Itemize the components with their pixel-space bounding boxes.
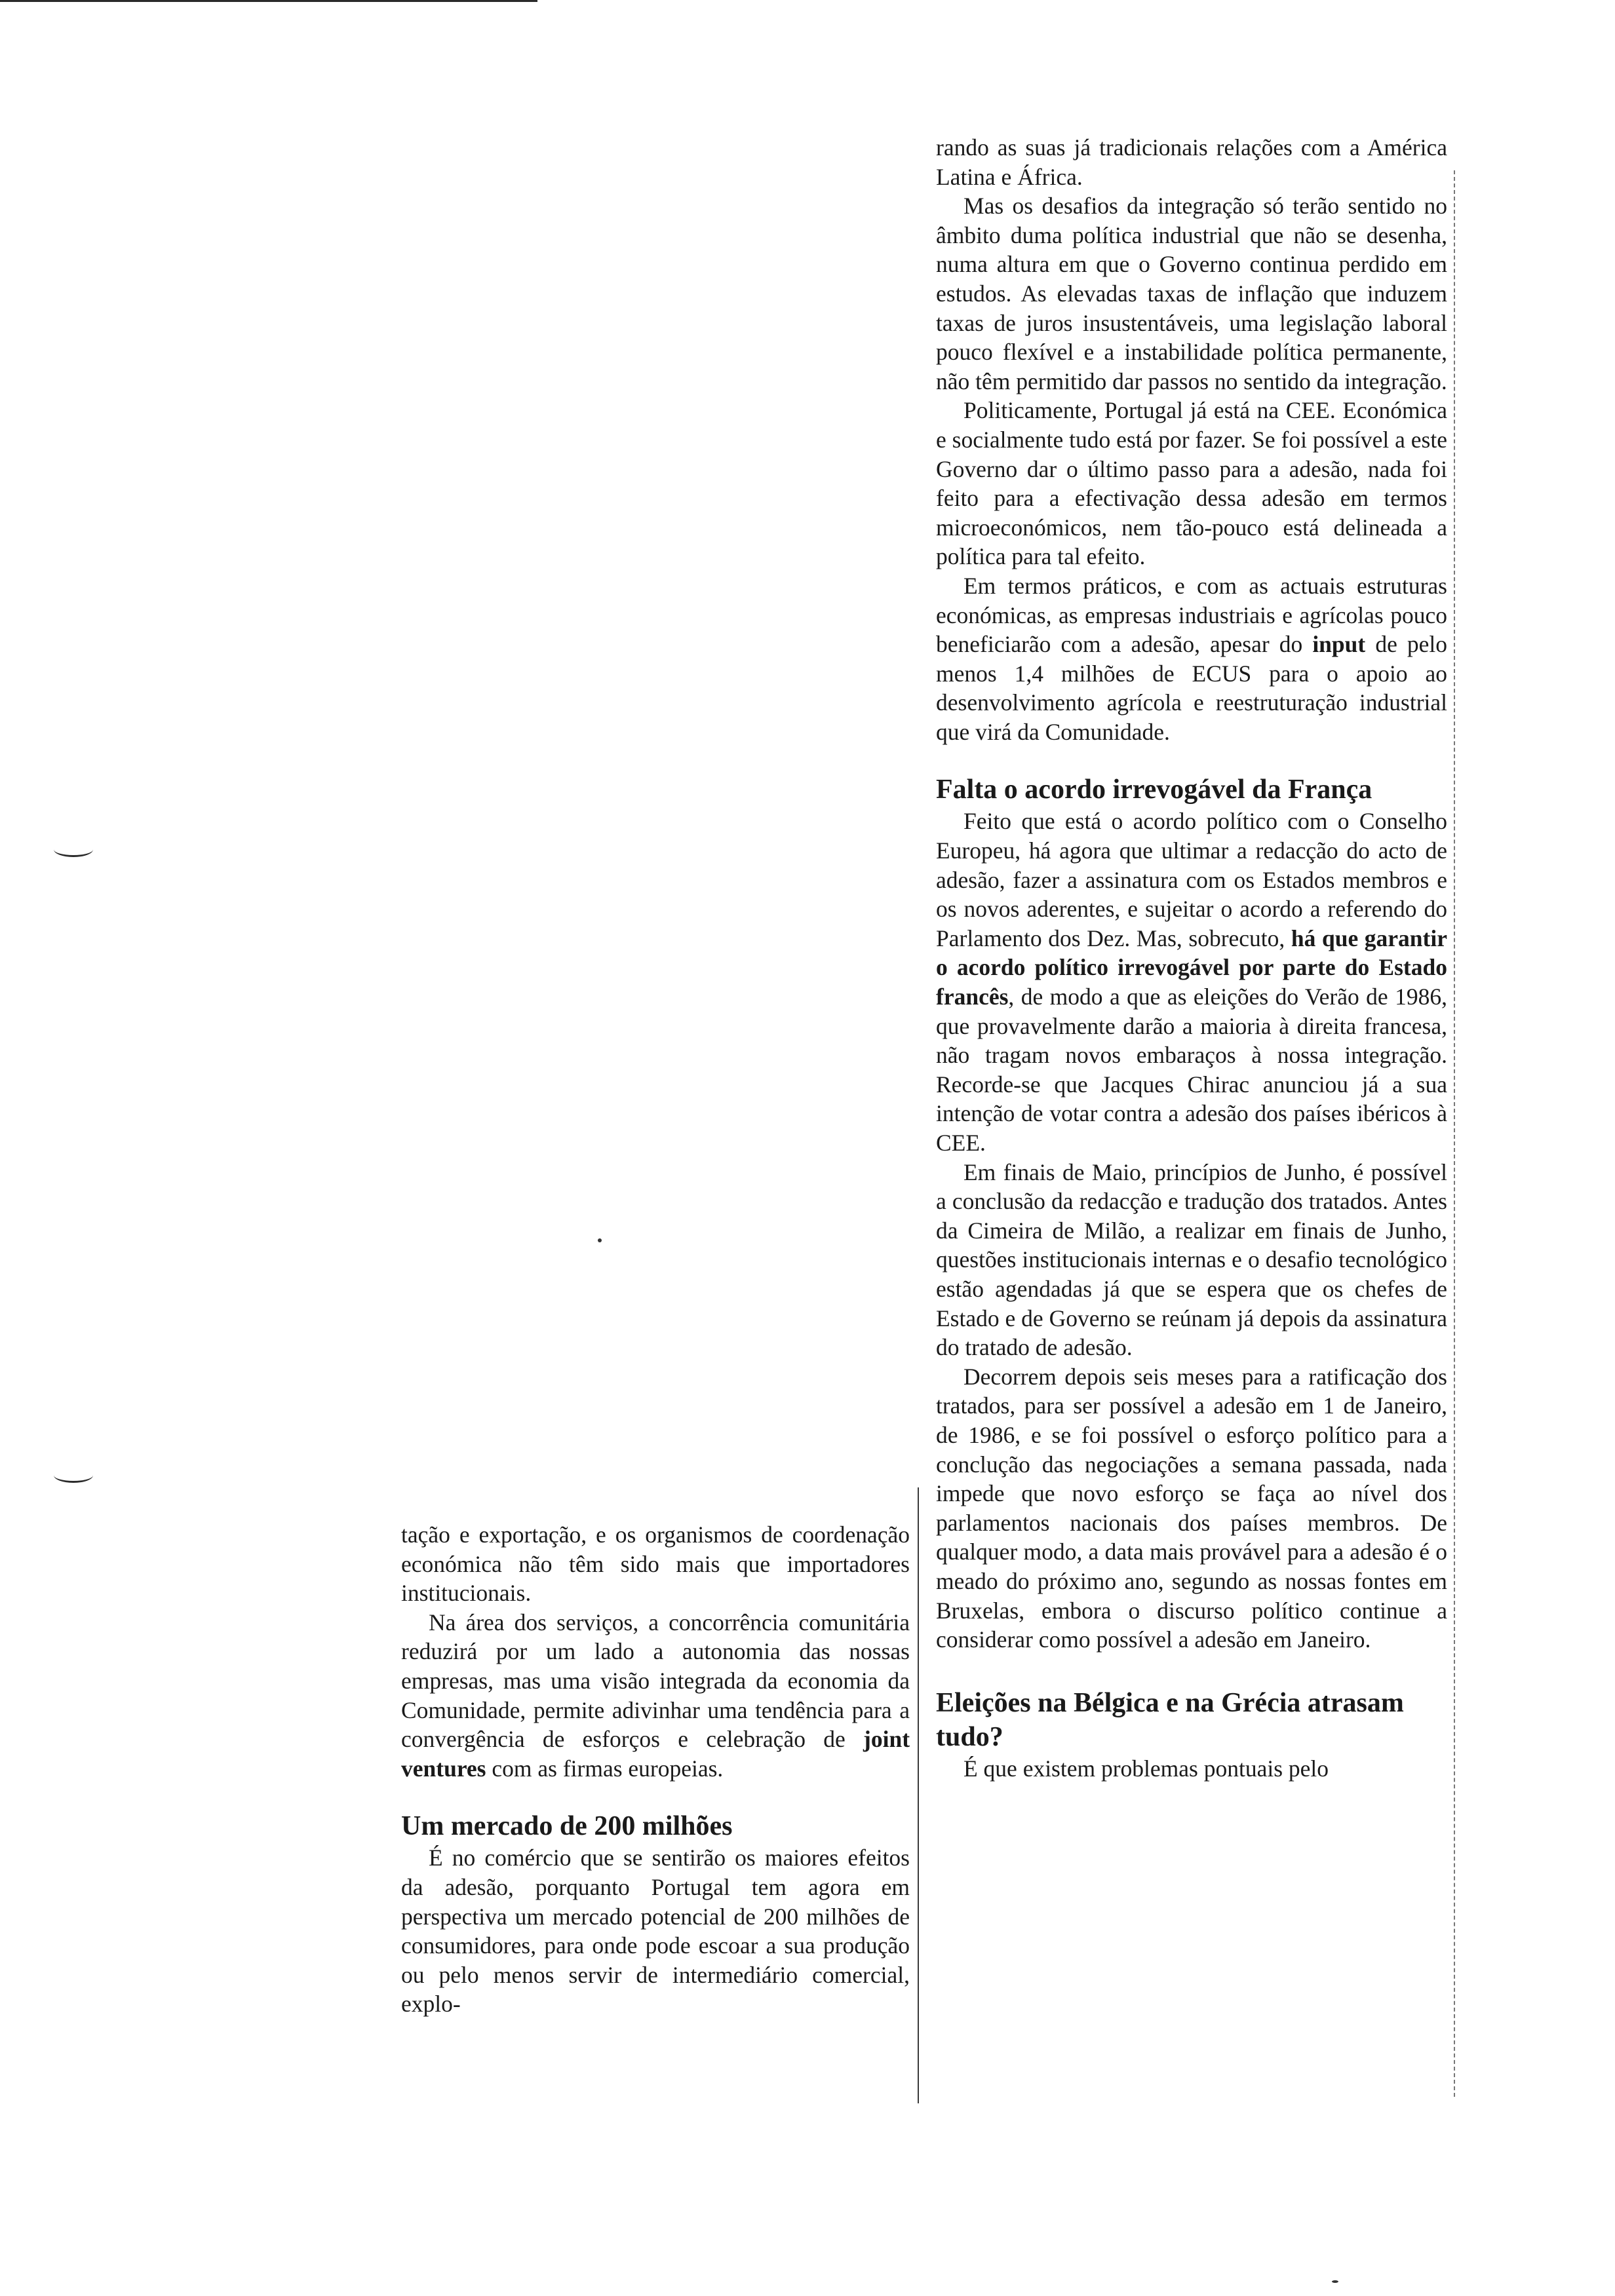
paragraph (936, 571, 1447, 747)
paragraph (936, 807, 1447, 1157)
scan-speck (1332, 2280, 1338, 2283)
paragraph-text: Em termos práticos, e com as actuais estruturas económicas, as empresas industriais e agrícolas pouco beneficiarão com a adesão, apesar do (936, 572, 1447, 658)
paragraph: Decorrem depois seis meses para a ratificação dos tratados, para ser possível a adesão em 1 de Janeiro, de 1986, e se foi possível o esforço político para a conclução das negociações a semana passada, nada impede que novo esforço se faça ao nível dos parlamentos nacionais dos países membros. De qualquer modo, a data mais provável para a adesão é o meado do próximo ano, segundo as nossas fontes em Bruxelas, embora o discurso político continue a considerar como possível a adesão em Janeiro. (936, 1363, 1447, 1653)
section-heading: Eleições na Bélgica e na Grécia atrasam tudo? (936, 1687, 1404, 1752)
paragraph: Mas os desafios da integração só terão sentido no âmbito duma política industrial que não se desenha, numa altura em que o Governo continua perdido em estudos. As elevadas taxas de inflação que induzem taxas de juros insustentáveis, uma legislação laboral pouco flexível e a instabilidade política permanente, não têm permitido dar passos no sentido da integração. (936, 193, 1447, 394)
paragraph-text: com as firmas europeias. (492, 1755, 724, 1782)
paragraph: rando as suas já tradicionais relações com a América Latina e África. (936, 134, 1447, 190)
paragraph: É que existem problemas pontuais pelo (963, 1755, 1329, 1782)
bold-phrase: há que garantir o acordo político irrevogável por parte do Estado francês (936, 925, 1447, 1010)
paragraph-text: Feito que está o acordo político com o Conselho Europeu, há agora que ultimar a redacção do acto de adesão, fazer a assinatura com os Estados membros e os novos aderentes, e sujeitar o acordo a referendo do Parlamento dos Dez. Mas, sobrecuto, (936, 808, 1447, 951)
paragraph-text: de pelo menos 1,4 milhões de ECUS para o apoio ao desenvolvimento agrícola e reestruturação industrial que virá da Comunidade. (936, 631, 1447, 745)
section-heading: Falta o acordo irrevogável da França (936, 775, 1372, 805)
paragraph: Politicamente, Portugal já está na CEE. Económica e socialmente tudo está por fazer. Se foi possível a este Governo dar o último passo para a adesão, nada foi feito para a efectivação dessa adesão em termos microeconómicos, nem tão-pouco está delineada a política para tal efeito. (936, 397, 1447, 570)
column-edge-rule (1454, 170, 1456, 2097)
punch-hole-mark (54, 842, 93, 857)
column-divider (918, 1487, 919, 2103)
punch-hole-mark (54, 1468, 93, 1483)
bold-term: joint ventures (401, 1726, 910, 1782)
paragraph: É no comércio que se sentirão os maiores efeitos da adesão, porquanto Portugal tem agora em perspectiva um mercado potencial de 200 milhões de consumidores, para onde pode escoar a sua produção ou pelo menos servir de intermediário comercial, explo- (401, 1845, 910, 2018)
paragraph-text: , de modo a que as eleições do Verão de 1986, que provavelmente darão a maioria à direita francesa, não tragam novos embaraços à nossa integração. Recorde-se que Jacques Chirac anunciou já a sua intenção de votar contra a adesão dos países ibéricos à CEE. (936, 984, 1447, 1156)
article-column-left (401, 1520, 910, 2103)
paragraph (401, 1608, 910, 1784)
article-column-right (936, 133, 1447, 2086)
paragraph: tação e exportação, e os organismos de coordenação económica não têm sido mais que importadores institucionais. (401, 1521, 910, 1607)
section-heading: Um mercado de 200 milhões (401, 1811, 733, 1842)
bold-term: input (1312, 631, 1366, 658)
scan-speck (598, 1238, 602, 1242)
scan-top-rule (0, 0, 537, 2)
paragraph: Em finais de Maio, princípios de Junho, é possível a conclusão da redacção e tradução dos tratados. Antes da Cimeira de Milão, a realizar em finais de Junho, questões institucionais internas e o desafio tecnológico estão agendadas já que se espera que os chefes de Estado e de Governo se reúnam já depois da assinatura do tratado de adesão. (936, 1158, 1447, 1361)
paragraph-text: Na área dos serviços, a concorrência comunitária reduzirá por um lado a autonomia das nossas empresas, mas uma visão integrada da economia da Comunidade, permite adivinhar uma tendência para a convergência de esforços e celebração de (401, 1609, 910, 1753)
